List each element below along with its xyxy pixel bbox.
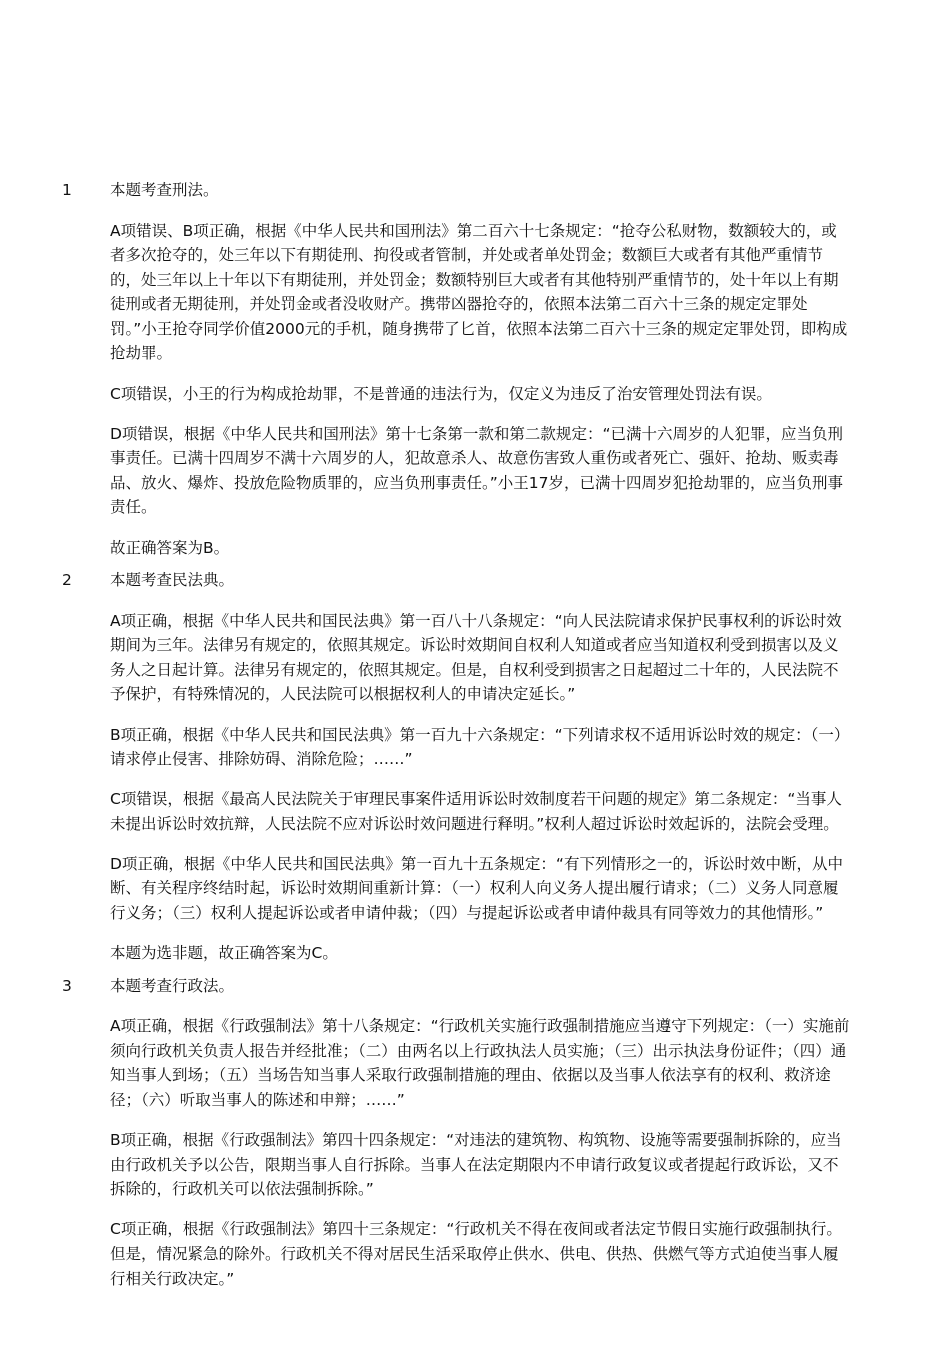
answer-conclusion: 故正确答案为B。 [110, 538, 230, 557]
explanation-paragraph: B项正确，根据《中华人民共和国民法典》第一百九十六条规定：“下列请求权不适用诉讼时效的规定：（一）请求停止侵害、排除妨碍、消除危险；……” [110, 725, 850, 769]
question-topic: 本题考查行政法。 [110, 976, 235, 995]
explanation-paragraph: A项错误、B项正确，根据《中华人民共和国刑法》第二百六十七条规定：“抢夺公私财物，数额较大的，或者多次抢夺的，处三年以下有期徒刑、拘役或者管制，并处或者单处罚金；数额巨大或者有其他严重情节的，处三年以上十年以下有期徒刑，并处罚金；数额特别巨大或者有其他特别严重情节的，处十年以上有期徒刑或者无期徒刑，并处罚金或者没收财产。携带凶器抢夺的，依照本法第二百六十三条的规定定罪处罚。”小王抢夺同学价值2000元的手机，随身携带了匕首，依照本法第二百六十三条的规定定罪处罚，即构成抢劫罪。 [110, 221, 848, 363]
question-2 [0, 568, 950, 966]
question-1 [0, 178, 950, 560]
question-topic: 本题考查民法典。 [110, 571, 235, 590]
explanation-paragraph: C项错误，小王的行为构成抢劫罪，不是普通的违法行为，仅定义为违反了治安管理处罚法有误。 [110, 384, 772, 403]
question-topic: 本题考查刑法。 [110, 181, 219, 199]
explanation-paragraph: C项错误，根据《最高人民法院关于审理民事案件适用诉讼时效制度若干问题的规定》第二条规定：“当事人未提出诉讼时效抗辩，人民法院不应对诉讼时效问题进行释明。”权利人超过诉讼时效起诉的，法院会受理。 [110, 790, 842, 833]
explanation-paragraph: A项正确，根据《行政强制法》第十八条规定：“行政机关实施行政强制措施应当遵守下列规定：（一）实施前须向行政机关负责人报告并经批准；（二）由两名以上行政执法人员实施；（三）出示执法身份证件；（四）通知当事人到场；（五）当场告知当事人采取行政强制措施的理由、依据以及当事人依法享有的权利、救济途径；（六）听取当事人的陈述和申辩；……” [110, 1017, 850, 1110]
question-number: 2 [62, 571, 72, 590]
explanation-paragraph: B项正确，根据《行政强制法》第四十四条规定：“对违法的建筑物、构筑物、设施等需要强制拆除的，应当由行政机关予以公告，限期当事人自行拆除。当事人在法定期限内不申请行政复议或者提起行政诉讼，又不拆除的，行政机关可以依法强制拆除。” [110, 1131, 842, 1199]
explanation-paragraph: C项正确，根据《行政强制法》第四十三条规定：“行政机关不得在夜间或者法定节假日实施行政强制执行。但是，情况紧急的除外。行政机关不得对居民生活采取停止供水、供电、供热、供燃气等方式迫使当事人履行相关行政决定。” [110, 1220, 842, 1288]
explanation-paragraph: A项正确，根据《中华人民共和国民法典》第一百八十八条规定：“向人民法院请求保护民事权利的诉讼时效期间为三年。法律另有规定的，依照其规定。诉讼时效期间自权利人知道或者应当知道权利受到损害以及义务人之日起计算。法律另有规定的，依照其规定。但是，自权利受到损害之日起超过二十年的，人民法院不予保护，有特殊情况的，人民法院可以根据权利人的申请决定延长。” [110, 611, 842, 704]
explanation-paragraph: D项错误，根据《中华人民共和国刑法》第十七条第一款和第二款规定：“已满十六周岁的人犯罪，应当负刑事责任。已满十四周岁不满十六周岁的人，犯故意杀人、故意伤害致人重伤或者死亡、强奸、抢劫、贩卖毒品、放火、爆炸、投放危险物质罪的，应当负刑事责任。”小王17岁，已满十四周岁犯抢劫罪的，应当负刑事责任。 [110, 424, 844, 517]
explanation-paragraph: D项正确，根据《中华人民共和国民法典》第一百九十五条规定：“有下列情形之一的，诉讼时效中断，从中断、有关程序终结时起，诉讼时效期间重新计算：（一）权利人向义务人提出履行请求；（二）义务人同意履行义务；（三）权利人提起诉讼或者申请仲裁；（四）与提起诉讼或者申请仲裁具有同等效力的其他情形。” [110, 854, 843, 923]
question-number: 1 [62, 181, 72, 199]
question-number: 3 [62, 976, 72, 995]
question-3 [0, 974, 950, 1291]
answer-conclusion: 本题为选非题，故正确答案为C。 [110, 944, 338, 963]
document-page [0, 178, 950, 1299]
